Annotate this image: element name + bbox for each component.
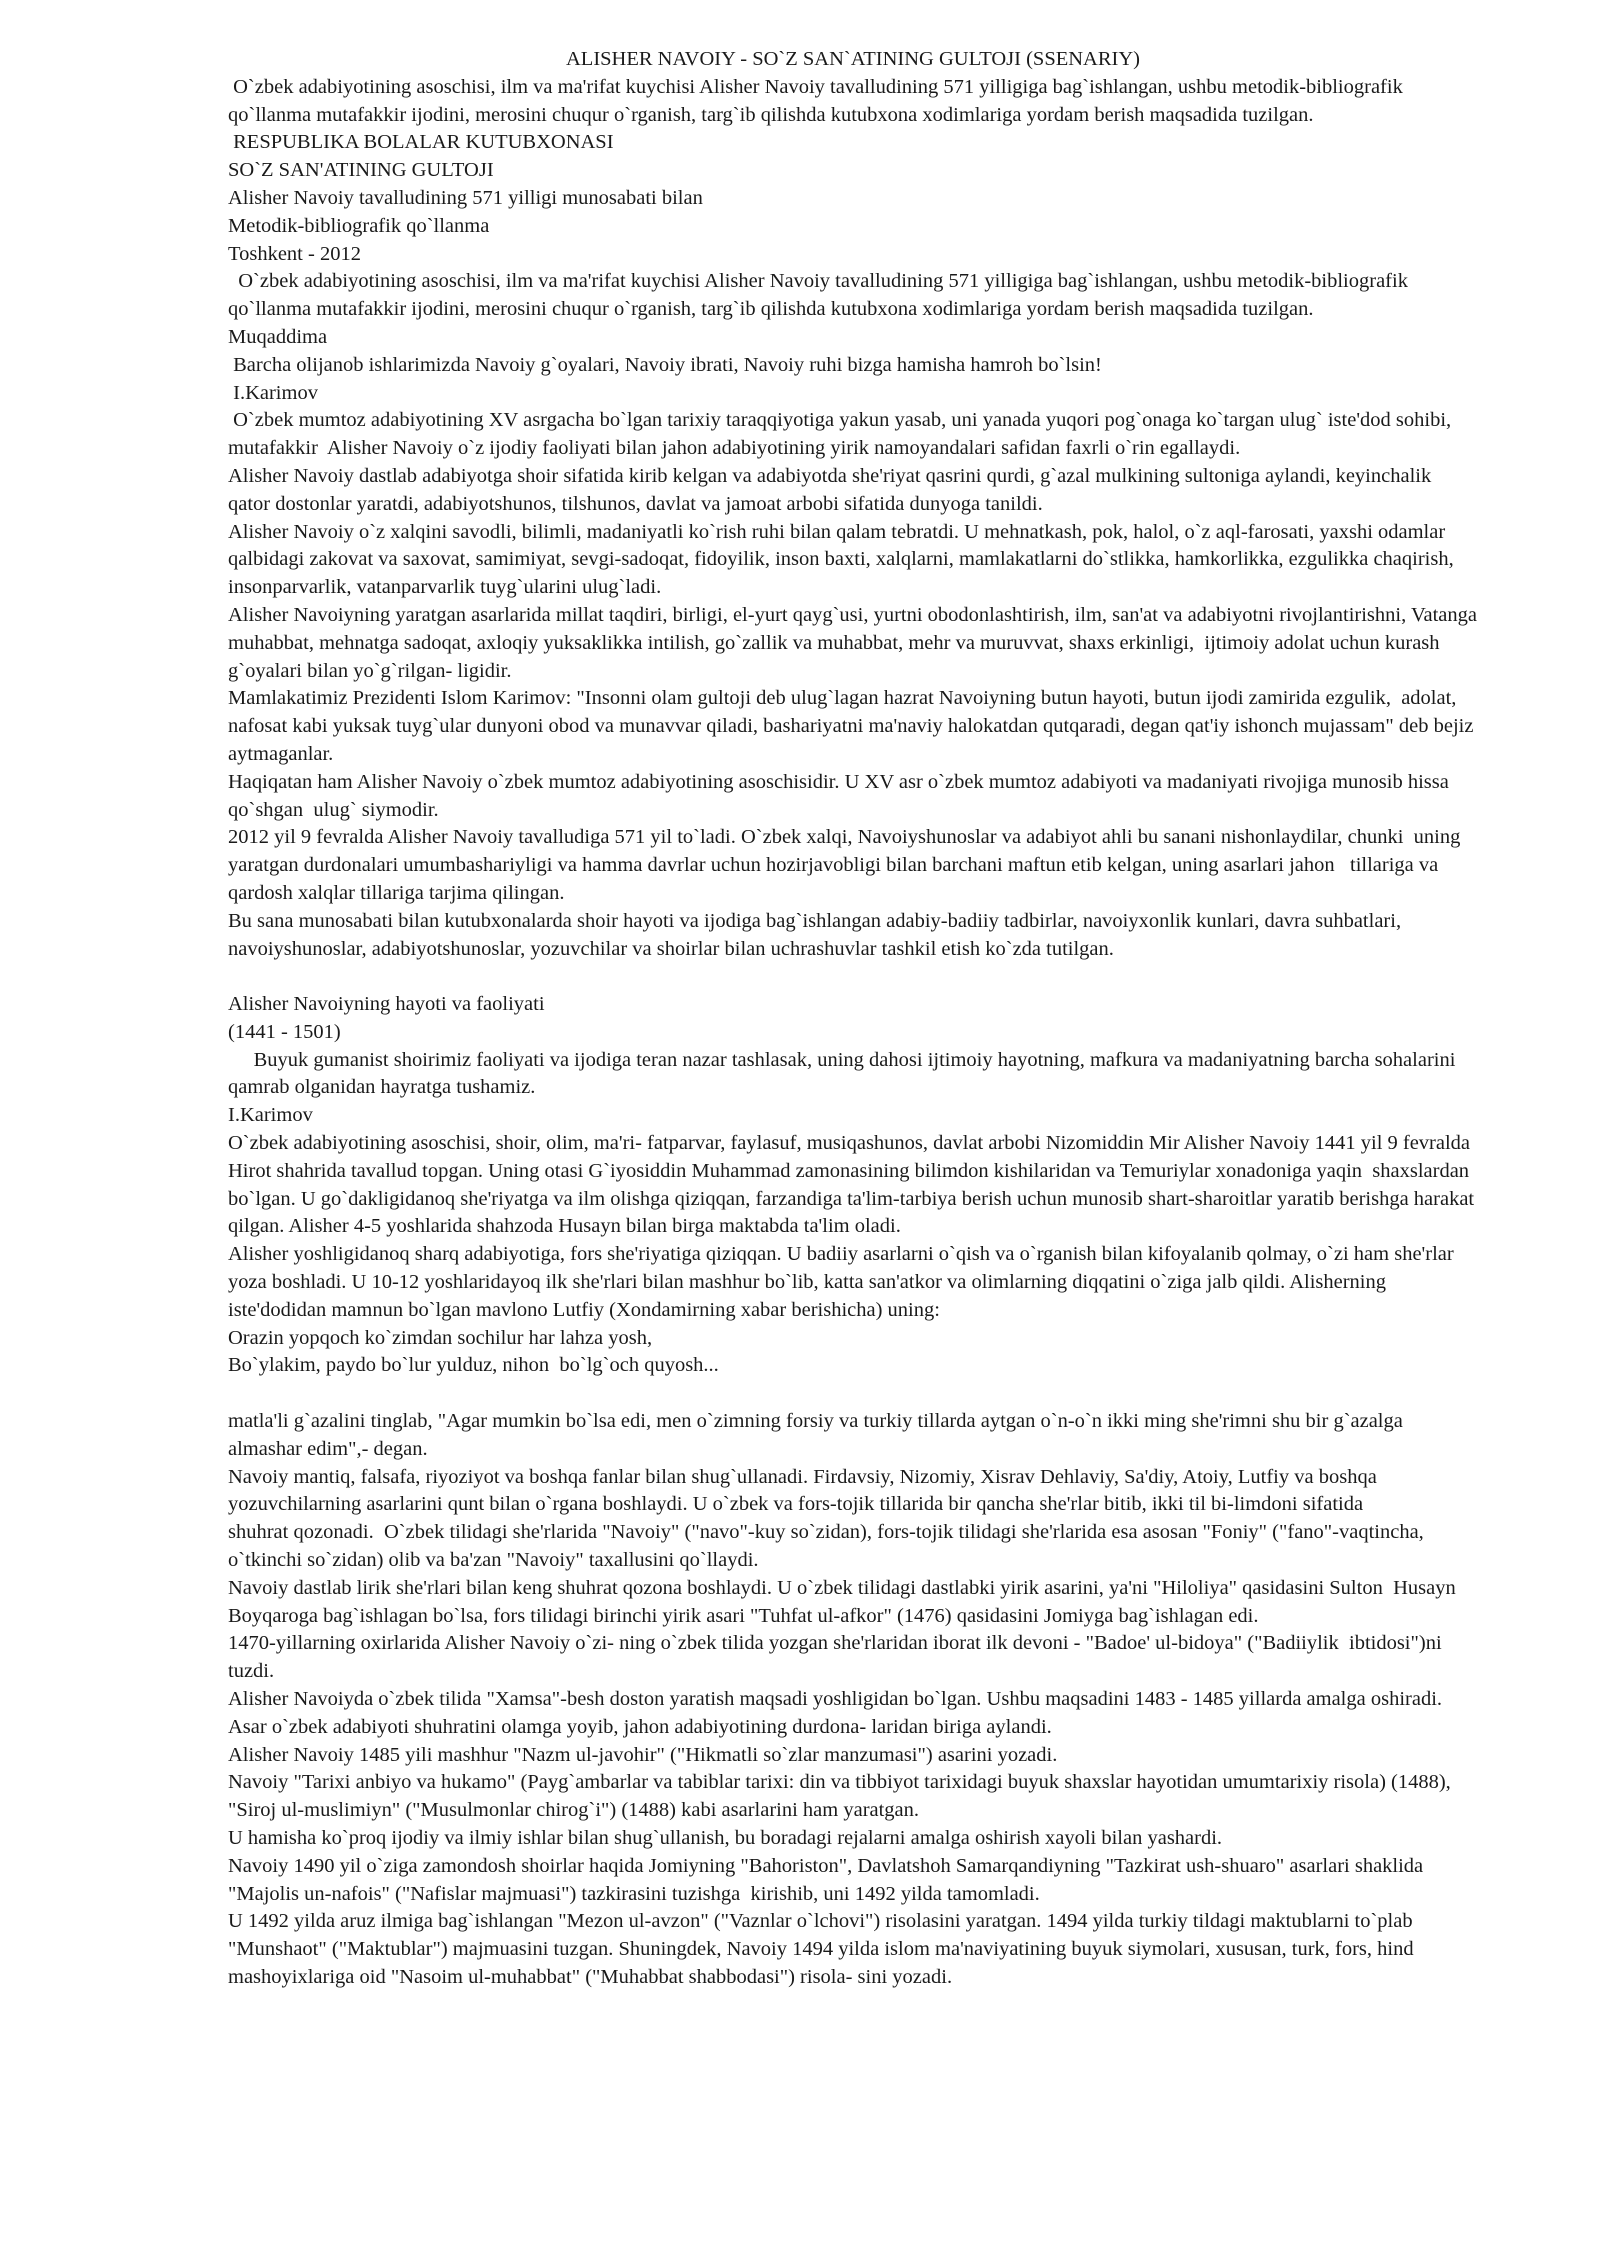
blank-line xyxy=(228,963,1478,991)
paragraph: Navoiy dastlab lirik she'rlari bilan keng shuhrat qozona boshlaydi. U o`zbek tilidagi dastlabki yirik asarini, ya'ni "Hiloliya" qasidasini Sulton Husayn Boyqaroga bag`ishlagan bo`lsa, fors tilidagi birinchi yirik asari "Tuhfat ul-afkor" (1476) qasidasini Jomiyga bag`ishlagan edi. xyxy=(228,1576,1461,1627)
paragraph: U hamisha ko`proq ijodiy va ilmiy ishlar bilan shug`ullanish, bu boradagi rejalarni amalga oshirish xayoli bilan yashardi. xyxy=(228,1827,1223,1849)
paragraph: O`zbek adabiyotining asoschisi, ilm va ma'rifat kuychisi Alisher Navoiy tavalludining 571 yilligiga bag`ishlangan, ushbu metodik-bibliografik qo`llanma mutafakkir ijodini, merosini chuqur o`rganish, targ`ib qilishda kutubxona xodimlariga yordam berish maqsadida tuzilgan. xyxy=(228,75,1408,126)
paragraph: Barcha olijanob ishlarimizda Navoiy g`oyalari, Navoiy ibrati, Navoiy ruhi bizga hamisha hamroh bo`lsin! xyxy=(228,353,1102,376)
paragraph: Bu sana munosabati bilan kutubxonalarda shoir hayoti va ijodiga bag`ishlangan adabiy-badiiy tadbirlar, navoiyxonlik kunlari, davra suhbatlari, navoiyshunoslar, adabiyotshunoslar, yozuvchilar va shoirlar bilan uchrashuvlar tashkil etish ko`zda tutilgan. xyxy=(228,909,1412,960)
paragraph: matla'li g`azalini tinglab, "Agar mumkin bo`lsa edi, men o`zimning forsiy va turkiy tillarda aytgan o`n-o`n ikki ming she'rimni shu bir g`azalga almashar edim",- degan. xyxy=(228,1410,1414,1460)
paragraph: (1441 - 1501) xyxy=(228,1020,341,1043)
paragraph: 2012 yil 9 fevralda Alisher Navoiy tavalludiga 571 yil to`ladi. O`zbek xalqi, Navoiyshunoslar va adabiyot ahli bu sanani nishonlaydilar, chunki uning yaratgan durdonalari umumbashariyligi va hamma davrlar uchun hozirjavobligi bilan barchani maftun etib kelgan, uning asarlari jahon tillariga va qardosh xalqlar tillariga tarjima qilingan. xyxy=(228,826,1466,904)
paragraph: 1470-yillarning oxirlarida Alisher Navoiy o`zi- ning o`zbek tilida yozgan she'rlaridan iborat ilk devoni - "Badoe' ul-bidoya" ("Badiiylik ibtidosi")ni tuzdi. xyxy=(228,1632,1447,1683)
paragraph: Alisher Navoiy dastlab adabiyotga shoir sifatida kirib kelgan va adabiyotda she'riyat qasrini qurdi, g`azal mulkining sultoniga aylandi, keyinchalik qator dostonlar yaratdi, adabiyotshunos, tilshunos, davlat va jamoat arbobi sifatida dunyoga tanildi. xyxy=(228,464,1442,515)
paragraph: Navoiy mantiq, falsafa, riyoziyot va boshqa fanlar bilan shug`ullanadi. Firdavsiy, Nizomiy, Xisrav Dehlaviy, Sa'diy, Atoiy, Lutfiy va boshqa yozuvchilarning asarlarini qunt bilan o`rgana boshlaydi. U o`zbek va fors-tojik tillarida bir qancha she'rlar bitib, ikki til bi-limdoni sifatida xyxy=(228,1465,1388,1516)
paragraph: O`zbek mumtoz adabiyotining XV asrgacha bo`lgan tarixiy taraqqiyotiga yakun yasab, uni yanada yuqori pog`onaga ko`targan ulug` iste'dod sohibi, mutafakkir Alisher Navoiy o`z ijodiy faoliyati bilan jahon adabiyotining yirik namoyandalari safidan faxrli o`rin egallaydi. xyxy=(228,409,1457,460)
paragraph: Navoiy 1490 yil o`ziga zamondosh shoirlar haqida Jomiyning "Bahoriston", Davlatshoh Samarqandiyning "Tazkirat ush-shuaro" asarlari shaklida "Majolis un-nafois" ("Nafislar majmuasi") tazkirasini tuzishga kirishib, uni 1492 yilda tamomladi. xyxy=(228,1854,1434,1905)
paragraph: Alisher Navoiy o`z xalqini savodli, bilimli, madaniyatli ko`rish ruhi bilan qalam tebratdi. U mehnatkash, pok, halol, o`z aql-farosati, yaxshi odamlar qalbidagi zakovat va saxovat, samimiyat, sevgi-sadoqat, fidoyilik, inson baxti, xalqlarni, mamlakatlarni do`stlikka, hamkorlikka, ezgulikka chaqirish, insonparvarlik, vatanparvarlik tuyg`ularini ulug`ladi. xyxy=(228,520,1464,599)
document-title: ALISHER NAVOIY - SO`Z SAN`ATINING GULTOJI (SSENARIY) xyxy=(566,48,1140,70)
document-body xyxy=(228,74,1483,1992)
paragraph: Alisher Navoiy tavalludining 571 yilligi munosabati bilan xyxy=(228,186,703,209)
paragraph: Bo`ylakim, paydo bo`lur yulduz, nihon bo`lg`och quyosh... xyxy=(228,1354,719,1377)
paragraph: I.Karimov xyxy=(228,381,318,404)
paragraph: U 1492 yilda aruz ilmiga bag`ishlangan "Mezon ul-avzon" ("Vaznlar o`lchovi") risolasini yaratgan. 1494 yilda turkiy tildagi maktublarni to`plab "Munshaot" ("Maktublar") majmuasini tuzgan. Shuningdek, Navoiy 1494 yilda islom ma'naviyatining buyuk siymolari, xususan, turk, fors, hind mashoyixlariga oid "Nasoim ul-muhabbat" ("Muhabbat shabbodasi") risola- sini yozadi. xyxy=(228,1910,1423,1988)
paragraph: RESPUBLIKA BOLALAR KUTUBXONASI xyxy=(228,131,614,154)
paragraph: Orazin yopqoch ko`zimdan sochilur har lahza yosh, xyxy=(228,1326,653,1349)
paragraph: O`zbek adabiyotining asoschisi, ilm va ma'rifat kuychisi Alisher Navoiy tavalludining 571 yilligiga bag`ishlangan, ushbu metodik-bibliografik qo`llanma mutafakkir ijodini, merosini chuqur o`rganish, targ`ib qilishda kutubxona xodimlariga yordam berish maqsadida tuzilgan. xyxy=(228,270,1414,321)
paragraph: Mamlakatimiz Prezidenti Islom Karimov: "Insonni olam gultoji deb ulug`lagan hazrat Navoiyning butun hayoti, butun ijodi zamirida ezgulik, adolat, nafosat kabi yuksak tuyg`ular dunyoni obod va munavvar qiladi, bashariyatni ma'naviy halokatdan qutqaradi, degan qat'iy ishonch mujassam" deb bejiz aytmaganlar. xyxy=(228,687,1479,765)
paragraph: I.Karimov xyxy=(228,1104,313,1127)
paragraph: Alisher Navoiyning hayoti va faoliyati xyxy=(228,993,545,1016)
paragraph: Alisher Navoiyning yaratgan asarlarida millat taqdiri, birligi, el-yurt qayg`usi, yurtni obodonlashtirish, ilm, san'at va adabiyotni rivojlantirishni, Vatanga muhabbat, mehnatga sadoqat, axloqiy yuksaklikka intilish, go`zallik va muhabbat, mehr va muruvvat, shaxs erkinligi, ijtimoiy adolat uchun kurash g`oyalari bilan yo`g`rilgan- ligidir. xyxy=(228,603,1483,682)
paragraph: Alisher Navoiy 1485 yili mashhur "Nazm ul-javohir" ("Hikmatli so`zlar manzumasi") asarini yozadi. xyxy=(228,1743,1058,1766)
blank-line xyxy=(228,1380,1478,1408)
document-page xyxy=(228,46,1483,1992)
paragraph: shuhrat qozonadi. O`zbek tilidagi she'rlarida "Navoiy" ("navo"-kuy so`zidan), fors-tojik tilidagi she'rlarida esa asosan "Foniy" ("fano"-vaqtincha, o`tkinchi so`zidan) olib va ba'zan "Navoiy" taxallusini qo`llaydi. xyxy=(228,1521,1435,1572)
paragraph: Buyuk gumanist shoirimiz faoliyati va ijodiga teran nazar tashlasak, uning dahosi ijtimoiy hayotning, mafkura va madaniyatning barcha sohalarini qamrab olganidan hayratga tushamiz. xyxy=(228,1048,1461,1099)
paragraph: Navoiy "Tarixi anbiyo va hukamo" (Payg`ambarlar va tabiblar tarixi: din va tibbiyot tarixidagi buyuk shaxslar hayotidan umumtarixiy risola) (1488), "Siroj ul-muslimiyn" ("Musulmonlar chirog`i") (1488) kabi asarlarini ham yaratgan. xyxy=(228,1771,1462,1822)
paragraph: O`zbek adabiyotining asoschisi, shoir, olim, ma'ri- fatparvar, faylasuf, musiqashunos, davlat arbobi Nizomiddin Mir Alisher Navoiy 1441 yil 9 fevralda Hirot shahrida tavallud topgan. Uning otasi G`iyosiddin Muhammad zamonasining bilimdon kishilaridan va Temuriylar xonadoniga yaqin shaxslardan bo`lgan. U go`dakligidanoq she'riyatga va ilm olishga qiziqqan, farzandiga ta'lim-tarbiya berish uchun munosib shart-sharoitlar yaratib berishga harakat qilgan. Alisher 4-5 yoshlarida shahzoda Husayn bilan birga maktabda ta'lim oladi. xyxy=(228,1132,1480,1238)
paragraph: SO`Z SAN'ATINING GULTOJI xyxy=(228,159,494,182)
paragraph: Muqaddima xyxy=(228,325,328,348)
paragraph: Toshkent - 2012 xyxy=(228,242,361,265)
paragraph: Alisher Navoiyda o`zbek tilida "Xamsa"-besh doston yaratish maqsadi yoshligidan bo`lgan. Ushbu maqsadini 1483 - 1485 yillarda amalga oshiradi. Asar o`zbek adabiyoti shuhratini olamga yoyib, jahon adabiyotining durdona- laridan biriga aylandi. xyxy=(228,1688,1447,1738)
paragraph: Haqiqatan ham Alisher Navoiy o`zbek mumtoz adabiyotining asoschisidir. U XV asr o`zbek mumtoz adabiyoti va madaniyati rivojiga munosib hissa qo`shgan ulug` siymodir. xyxy=(228,770,1454,821)
paragraph: Metodik-bibliografik qo`llanma xyxy=(228,214,490,237)
paragraph: Alisher yoshligidanoq sharq adabiyotiga, fors she'riyatiga qiziqqan. U badiiy asarlarni o`qish va o`rganish bilan kifoyalanib qolmay, o`zi ham she'rlar yoza boshladi. U 10-12 yoshlaridayoq ilk she'rlari bilan mashhur bo`lib, katta san'atkor va olimlarning diqqatini o`ziga jalb qildi. Alisherning iste'dodidan mamnun bo`lgan mavlono Lutfiy (Xondamirning xabar berishicha) uning: xyxy=(228,1243,1464,1321)
